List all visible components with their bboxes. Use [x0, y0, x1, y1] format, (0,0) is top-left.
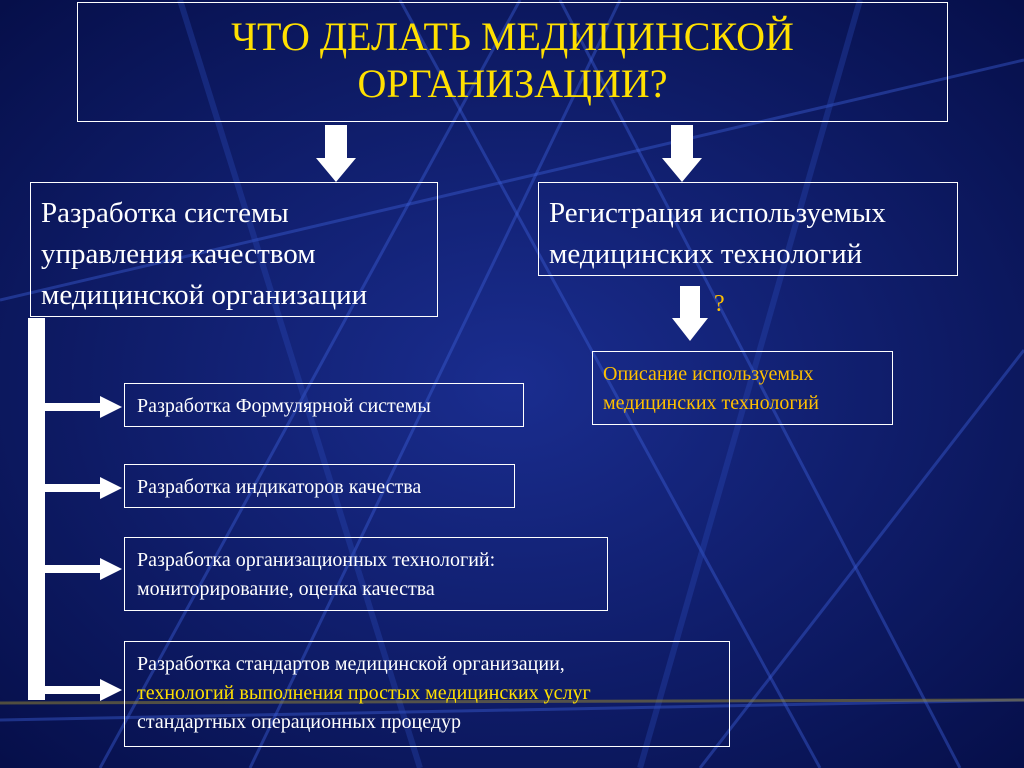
right-arrow-4 [45, 679, 122, 701]
technology-registration-line-1: Регистрация используемых [549, 197, 886, 229]
organizational-technologies-line-1: Разработка организационных технологий: [137, 549, 496, 571]
down-arrow-left [316, 125, 356, 182]
technology-registration-line-2: медицинских технологий [549, 238, 863, 270]
quality-system-box [30, 182, 438, 317]
title-line-1: ЧТО ДЕЛАТЬ МЕДИЦИНСКОЙ [231, 14, 794, 59]
down-arrow-desc [672, 286, 708, 341]
technology-registration-box [538, 182, 958, 276]
organization-standards-box [124, 641, 730, 747]
title-box [77, 2, 948, 122]
organization-standards-line-2: технологий выполнения простых медицинских услуг [137, 682, 591, 704]
right-arrow-1 [45, 396, 122, 418]
right-arrow-2 [45, 477, 122, 499]
quality-system-line-3: медицинской организации [41, 279, 368, 311]
technology-description-box [592, 351, 893, 425]
quality-system-line-1: Разработка системы [41, 197, 289, 229]
organization-standards-line-3: стандартных операционных процедур [137, 711, 462, 733]
quality-system-line-2: управления качеством [41, 238, 316, 270]
organizational-technologies-line-2: мониторирование, оценка качества [137, 578, 435, 600]
right-arrow-3 [45, 558, 122, 580]
organization-standards-line-1: Разработка стандартов медицинской организации, [137, 653, 565, 675]
quality-indicators-box [124, 464, 515, 508]
title-line-2: ОРГАНИЗАЦИИ? [357, 61, 668, 106]
quality-indicators-text: Разработка индикаторов качества [137, 476, 422, 498]
formulary-system-text: Разработка Формулярной системы [137, 395, 431, 417]
organizational-technologies-box [124, 537, 608, 611]
down-arrow-right [662, 125, 702, 182]
vertical-connector [28, 318, 45, 700]
formulary-system-box [124, 383, 524, 427]
question-mark: ? [714, 291, 725, 317]
technology-description-line-1: Описание используемых [603, 363, 814, 385]
technology-description-line-2: медицинских технологий [603, 392, 819, 414]
